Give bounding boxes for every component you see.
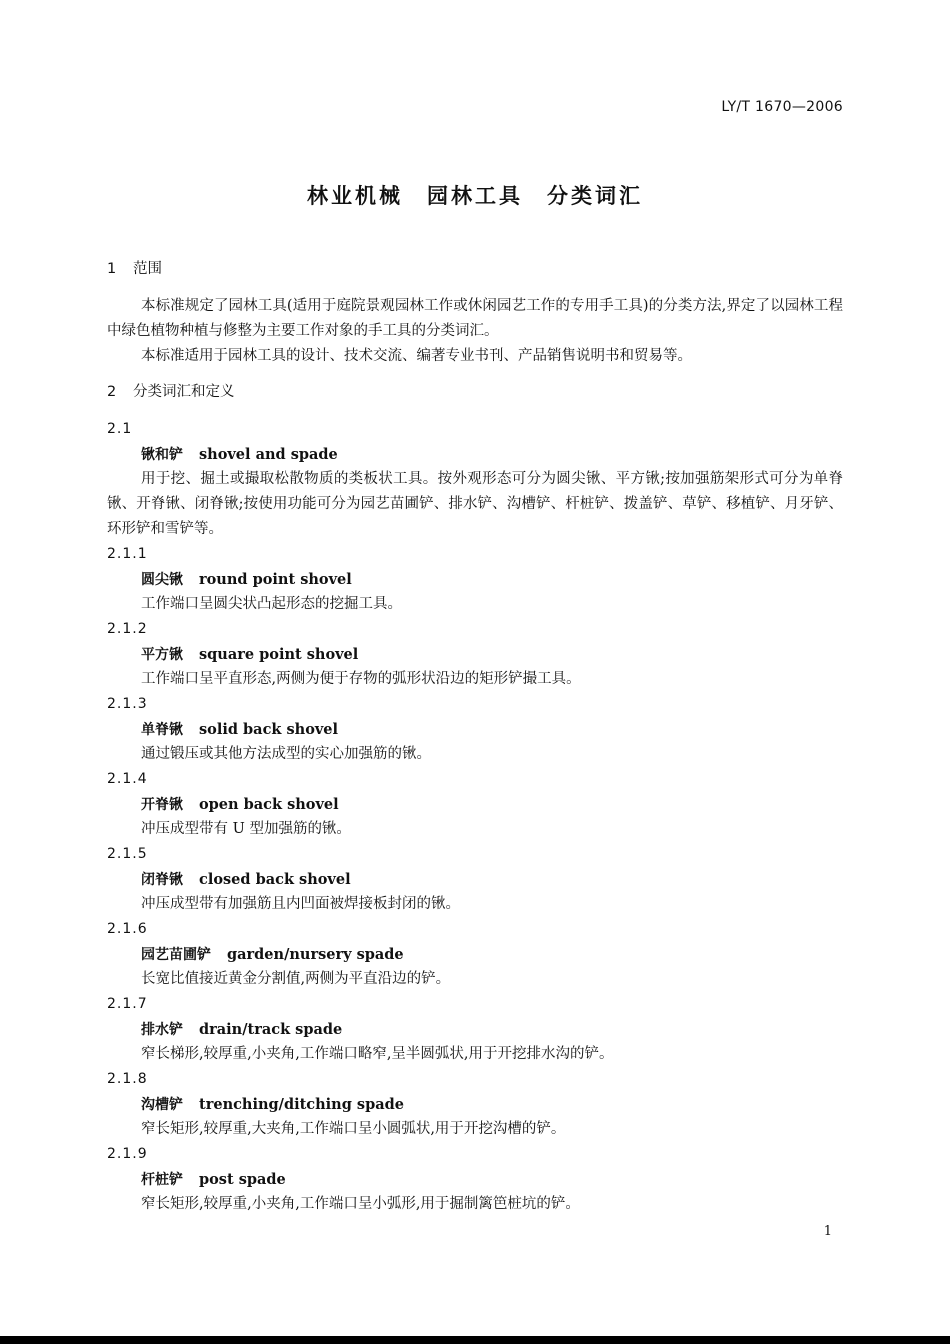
term-line [107, 717, 843, 742]
term-english: closed back shovel [199, 871, 351, 888]
entry-number: 2.1.4 [107, 771, 148, 787]
document-title: 林业机械 园林工具 分类词汇 [307, 184, 643, 208]
entry-number: 2.1.8 [107, 1071, 148, 1087]
entry-number: 2.1 [107, 421, 133, 437]
term-chinese: 开脊锹 [141, 797, 183, 813]
term-chinese: 园艺苗圃铲 [141, 947, 211, 963]
term-english: trenching/ditching spade [199, 1096, 404, 1113]
section-number: 2 [107, 384, 117, 400]
section-heading-scope [107, 258, 843, 280]
term-entry [107, 692, 843, 767]
term-definition: 冲压成型带有 U 型加强筋的锹。 [141, 821, 351, 837]
entry-number: 2.1.3 [107, 696, 148, 712]
term-chinese: 沟槽铲 [141, 1097, 183, 1113]
term-definition: 通过锻压或其他方法成型的实心加强筋的锹。 [141, 746, 431, 762]
term-line [107, 1092, 843, 1117]
term-entry [107, 767, 843, 842]
term-chinese: 锹和铲 [141, 447, 183, 463]
term-definition: 工作端口呈圆尖状凸起形态的挖掘工具。 [141, 596, 402, 612]
term-english: square point shovel [199, 646, 359, 663]
term-definition: 冲压成型带有加强筋且内凹面被焊接板封闭的锹。 [141, 896, 460, 912]
term-chinese: 圆尖锹 [141, 572, 183, 588]
term-entry [107, 842, 843, 917]
term-entry [107, 1067, 843, 1142]
term-english: open back shovel [199, 796, 339, 813]
term-chinese: 杆桩铲 [141, 1172, 183, 1188]
term-line [107, 442, 843, 467]
standard-code: LY/T 1670—2006 [721, 99, 843, 115]
term-entry [107, 542, 843, 617]
term-line [107, 1017, 843, 1042]
term-chinese: 单脊锹 [141, 722, 183, 738]
entry-number: 2.1.1 [107, 546, 148, 562]
entry-number: 2.1.6 [107, 921, 148, 937]
entry-number: 2.1.2 [107, 621, 148, 637]
section-title: 分类词汇和定义 [133, 384, 235, 400]
term-entry [107, 917, 843, 992]
entry-number: 2.1.5 [107, 846, 148, 862]
term-entry [107, 992, 843, 1067]
term-english: solid back shovel [199, 721, 339, 738]
term-chinese: 排水铲 [141, 1022, 183, 1038]
term-english: shovel and spade [199, 446, 338, 463]
term-chinese: 平方锹 [141, 647, 183, 663]
term-line [107, 567, 843, 592]
term-chinese: 闭脊锹 [141, 872, 183, 888]
term-definition: 用于挖、掘土或撮取松散物质的类板状工具。按外观形态可分为圆尖锹、平方锹;按加强筋架形式可分为单脊锹、开脊锹、闭脊锹;按使用功能可分为园艺苗圃铲、排水铲、沟槽铲、杆桩铲、拨盖铲、草铲、移植铲、月牙铲、环形铲和雪铲等。 [107, 471, 843, 537]
entry-number: 2.1.7 [107, 996, 148, 1012]
section-title: 范围 [133, 261, 162, 277]
term-definition: 窄长矩形,较厚重,大夹角,工作端口呈小圆弧状,用于开挖沟槽的铲。 [141, 1121, 566, 1137]
term-english: garden/nursery spade [227, 946, 404, 963]
section-heading-terms [107, 381, 843, 403]
term-english: round point shovel [199, 571, 352, 588]
term-entry [107, 417, 843, 542]
term-english: post spade [199, 1171, 286, 1188]
entry-number: 2.1.9 [107, 1146, 148, 1162]
term-line [107, 867, 843, 892]
term-definition: 窄长梯形,较厚重,小夹角,工作端口略窄,呈半圆弧状,用于开挖排水沟的铲。 [141, 1046, 614, 1062]
term-line [107, 1167, 843, 1192]
term-entry [107, 617, 843, 692]
term-definition: 窄长矩形,较厚重,小夹角,工作端口呈小弧形,用于掘制篱笆桩坑的铲。 [141, 1196, 580, 1212]
page-bottom-border [0, 1336, 950, 1344]
section-number: 1 [107, 261, 117, 277]
scope-paragraph-1: 本标准规定了园林工具(适用于庭院景观园林工作或休闲园艺工作的专用手工具)的分类方法,界定了以园林工程中绿色植物种植与修整为主要工作对象的手工具的分类词汇。 [107, 298, 843, 339]
document-body [107, 258, 843, 1217]
term-line [107, 792, 843, 817]
scope-paragraph-2: 本标准适用于园林工具的设计、技术交流、编著专业书刊、产品销售说明书和贸易等。 [141, 348, 692, 364]
term-english: drain/track spade [199, 1021, 343, 1038]
term-line [107, 942, 843, 967]
term-line [107, 642, 843, 667]
term-definition: 工作端口呈平直形态,两侧为便于存物的弧形状沿边的矩形铲撮工具。 [141, 671, 581, 687]
term-definition: 长宽比值接近黄金分割值,两侧为平直沿边的铲。 [141, 971, 451, 987]
term-entry [107, 1142, 843, 1217]
page-number: 1 [823, 1224, 832, 1239]
